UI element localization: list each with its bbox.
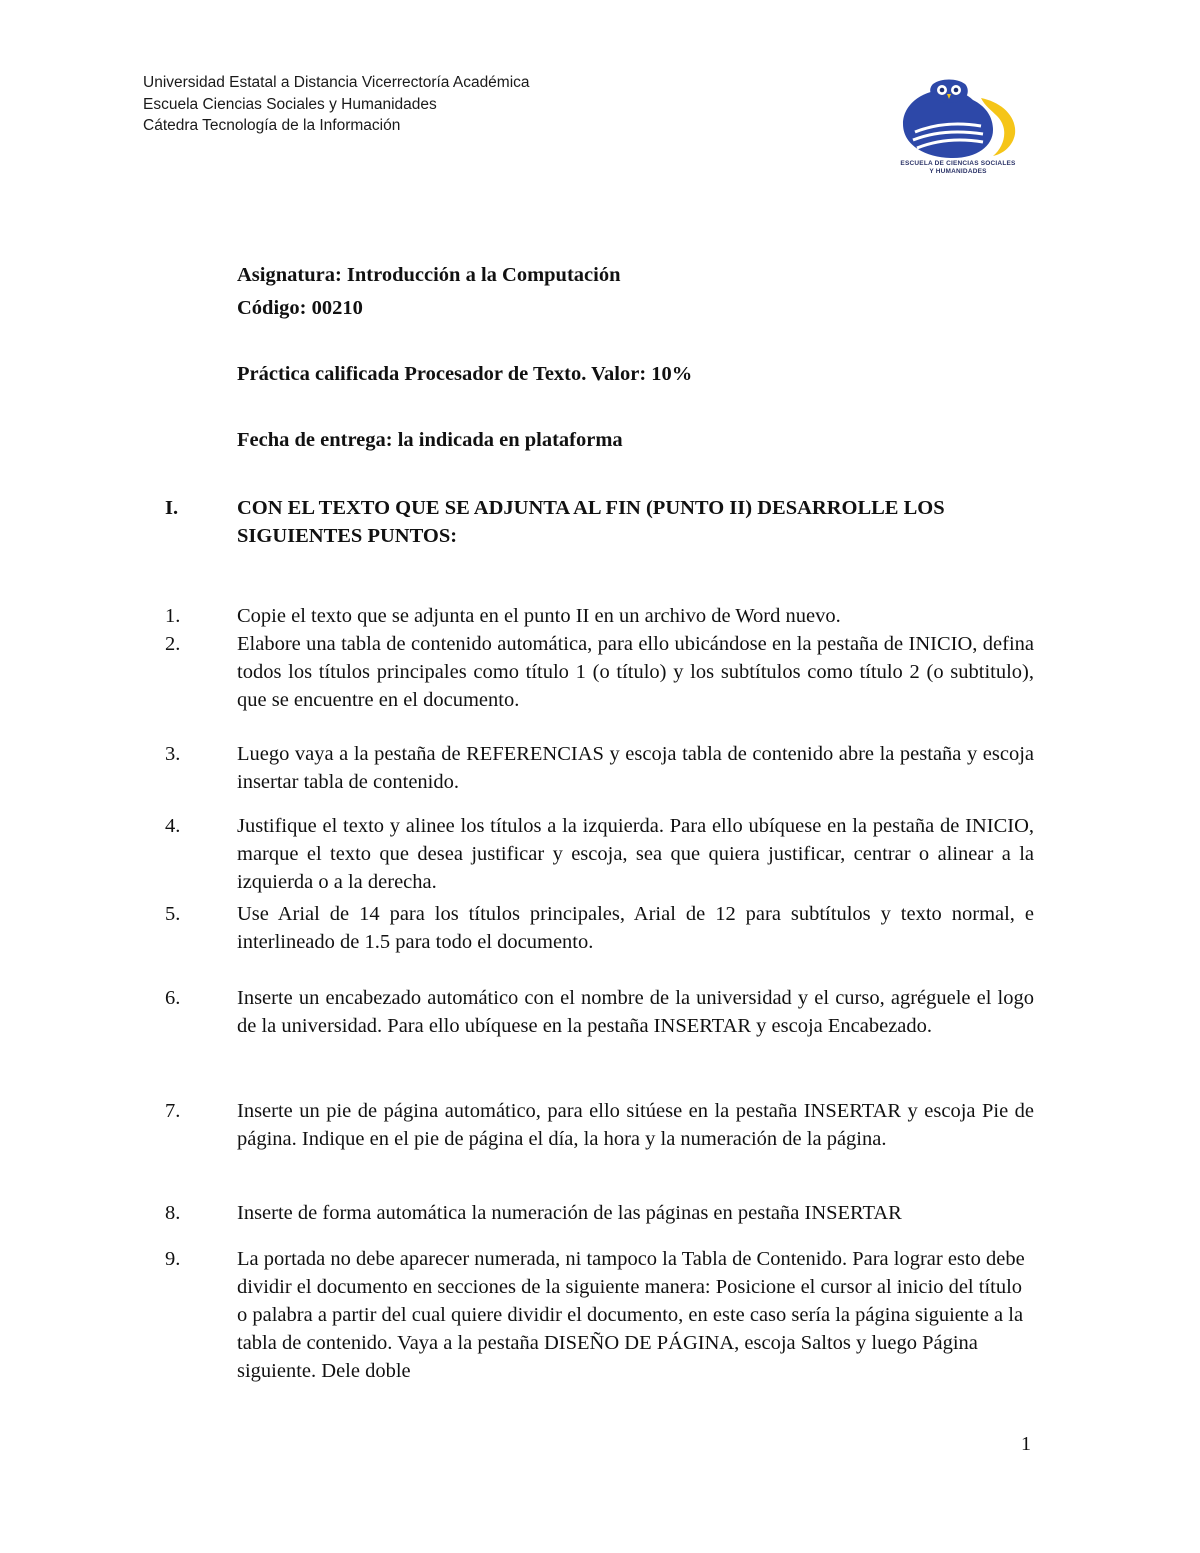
logo-caption-line2: Y HUMANIDADES (929, 168, 987, 175)
page-number: 1 (1021, 1433, 1031, 1455)
header-school: Escuela Ciencias Sociales y Humanidades (143, 95, 437, 113)
list-item-text: Inserte un pie de página automático, para ello sitúese en la pestaña INSERTAR y escoja Pie de página. Indique en el pie de página el día, la hora y la numeración de la página. (237, 1100, 1034, 1150)
list-item-text: La portada no debe aparecer numerada, ni tampoco la Tabla de Contenido. Para lograr esto debe dividir el documento en secciones de la siguiente manera: Posicione el cursor al inicio del título o palabra a partir del cual quiere dividir el documento, en este caso sería la página siguiente a la tabla de contenido. Vaya a la pestaña DISEÑO DE PÁGINA, escoja Saltos y luego Página siguiente. Dele doble (237, 1248, 1025, 1382)
list-item-text: Elabore una tabla de contenido automática, para ello ubicándose en la pestaña de INICIO, defina todos los títulos principales como título 1 (o título) y los subtítulos como título 2 (o subtitulo), que se encuentre en el documento. (237, 633, 1034, 711)
course-code: Código: 00210 (237, 297, 363, 319)
list-item-text: Luego vaya a la pestaña de REFERENCIAS y escoja tabla de contenido abre la pestaña y escoja insertar tabla de contenido. (237, 743, 1034, 793)
list-item-number: 1. (165, 605, 181, 627)
list-item-number: 2. (165, 633, 181, 655)
owl-logo-icon (893, 76, 1023, 160)
page-header (143, 72, 530, 137)
list-item-text: Use Arial de 14 para los títulos principales, Arial de 12 para subtítulos y texto normal, e interlineado de 1.5 para todo el documento. (237, 903, 1034, 953)
list-item-number: 5. (165, 903, 181, 925)
list-item-number: 9. (165, 1248, 181, 1270)
list-item-number: 8. (165, 1202, 181, 1224)
list-item-text: Inserte de forma automática la numeración de las páginas en pestaña INSERTAR (237, 1202, 902, 1224)
list-item-number: 6. (165, 987, 181, 1009)
logo-caption-line1: ESCUELA DE CIENCIAS SOCIALES (900, 160, 1016, 167)
university-logo (893, 76, 1023, 182)
assignment-title: Práctica calificada Procesador de Texto. Valor: 10% (237, 363, 693, 385)
due-date: Fecha de entrega: la indicada en plataforma (237, 429, 623, 451)
list-item-number: 7. (165, 1100, 181, 1122)
course-name: Asignatura: Introducción a la Computación (237, 264, 621, 286)
list-item-text: Justifique el texto y alinee los títulos a la izquierda. Para ello ubíquese en la pestaña de INICIO, marque el texto que desea justificar y escoja, sea que quiera justificar, centrar o alinear a la izquierda o a la derecha. (237, 815, 1034, 893)
list-item-number: 4. (165, 815, 181, 837)
section-i-title: CON EL TEXTO QUE SE ADJUNTA AL FIN (PUNTO II) DESARROLLE LOS SIGUIENTES PUNTOS: (237, 497, 945, 547)
section-i-number: I. (165, 497, 179, 519)
list-item-text: Inserte un encabezado automático con el nombre de la universidad y el curso, agréguele el logo de la universidad. Para ello ubíquese en la pestaña INSERTAR y escoja Encabezado. (237, 987, 1034, 1037)
list-item-text: Copie el texto que se adjunta en el punto II en un archivo de Word nuevo. (237, 605, 841, 627)
logo-caption (893, 160, 1023, 176)
list-item-number: 3. (165, 743, 181, 765)
header-university: Universidad Estatal a Distancia Vicerrectoría Académica (143, 74, 530, 91)
header-chair: Cátedra Tecnología de la Información (143, 117, 401, 134)
